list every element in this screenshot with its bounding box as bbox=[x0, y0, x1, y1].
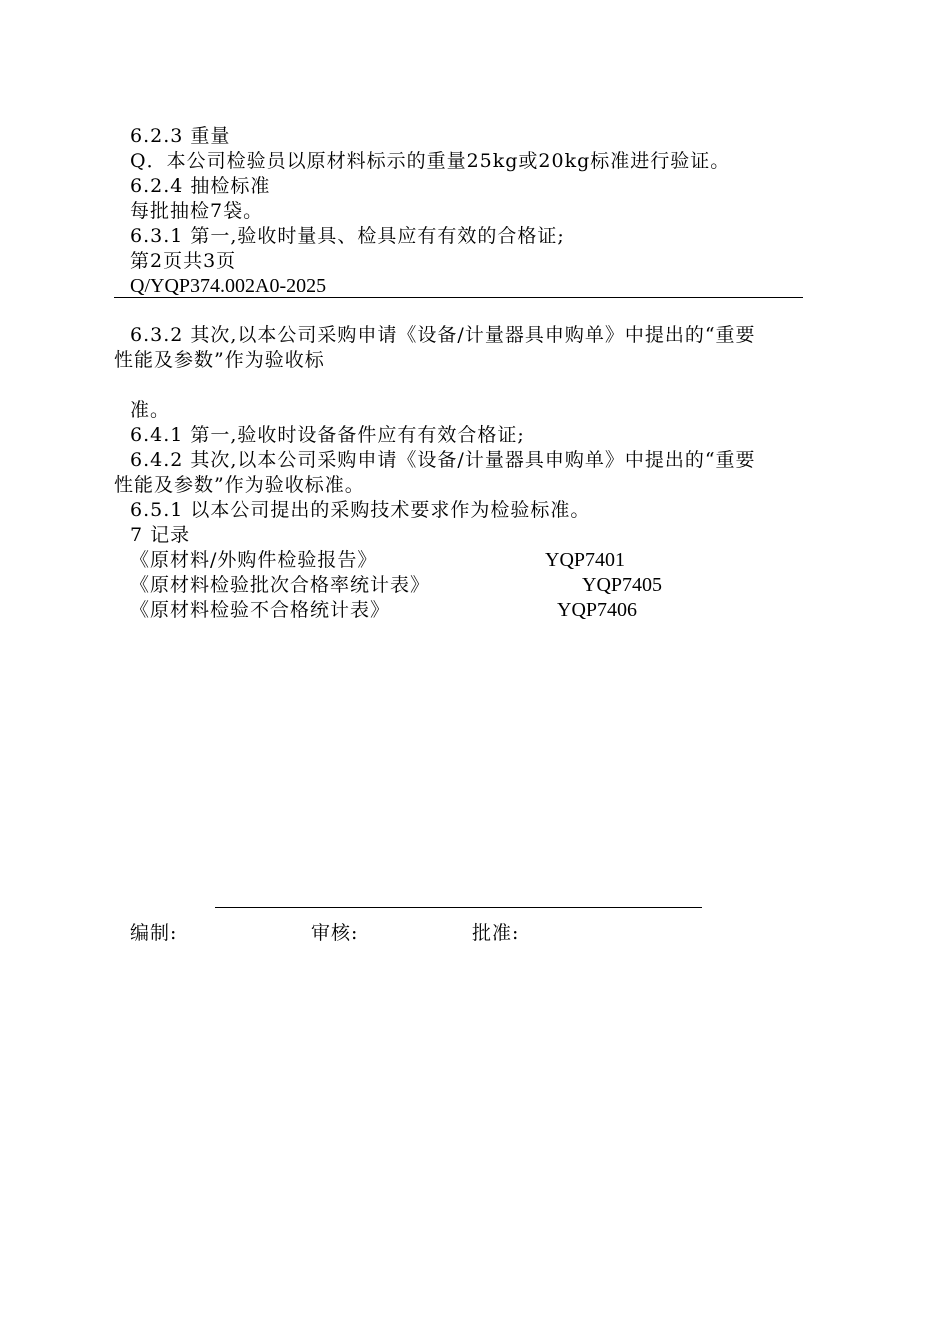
section-6-3-2-text-3: 准。 bbox=[130, 399, 171, 421]
section-6-3-2-text-1: 6.3.2 其次,以本公司采购申请《设备/计量器具申购单》中提出的“重要 bbox=[130, 324, 756, 346]
section-6-2-4-heading: 6.2.4 抽检标准 bbox=[130, 175, 271, 197]
document-code: Q/YQP374.002A0-2025 bbox=[130, 275, 327, 297]
reviewed-by-label: 审核: bbox=[311, 922, 359, 944]
section-6-4-2-text-1: 6.4.2 其次,以本公司采购申请《设备/计量器具申购单》中提出的“重要 bbox=[130, 449, 756, 471]
record-code: YQP7406 bbox=[557, 599, 638, 621]
section-6-3-1-text: 6.3.1 第一,验收时量具、检具应有有效的合格证; bbox=[130, 225, 565, 247]
signature-divider bbox=[215, 907, 702, 908]
section-6-3-2-text-2: 性能及参数”作为验收标 bbox=[114, 349, 325, 371]
record-code: YQP7405 bbox=[582, 574, 663, 596]
section-6-2-3-text: Q．本公司检验员以原材料标示的重量25kg或20kg标准进行验证。 bbox=[130, 150, 731, 172]
header-divider bbox=[114, 297, 803, 298]
section-6-4-2-text-2: 性能及参数”作为验收标准。 bbox=[114, 474, 365, 496]
section-6-4-1-text: 6.4.1 第一,验收时设备备件应有有效合格证; bbox=[130, 424, 525, 446]
compiled-by-label: 编制: bbox=[130, 922, 178, 944]
record-name: 《原材料检验不合格统计表》 bbox=[130, 599, 391, 621]
section-6-2-3-heading: 6.2.3 重量 bbox=[130, 125, 231, 147]
section-7-heading: 7 记录 bbox=[130, 524, 191, 546]
approved-by-label: 批准: bbox=[472, 922, 520, 944]
record-code: YQP7401 bbox=[545, 549, 626, 571]
section-6-2-4-text: 每批抽检7袋。 bbox=[130, 200, 264, 222]
record-name: 《原材料检验批次合格率统计表》 bbox=[130, 574, 431, 596]
page-number: 第2页共3页 bbox=[130, 250, 237, 272]
section-6-5-1-text: 6.5.1 以本公司提出的采购技术要求作为检验标准。 bbox=[130, 499, 591, 521]
record-name: 《原材料/外购件检验报告》 bbox=[130, 549, 378, 571]
